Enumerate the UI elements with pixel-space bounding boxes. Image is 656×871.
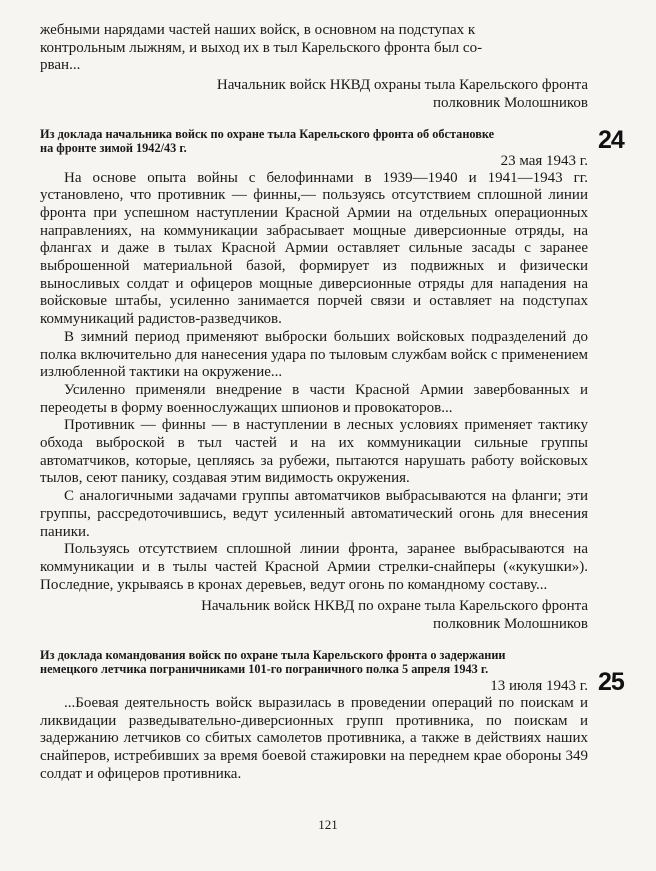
intro-signature-name: полковник Молошников: [433, 94, 588, 111]
doc24-paragraph: Пользуясь отсутствием сплошной линии фронта, заранее выбрасываются на коммуникации и в тылы частей Красной Армии стрелки-снайперы («кукушки»). Последние, укрываясь в кронах деревьев, ведут огонь по командному составу...: [40, 541, 588, 593]
doc24-paragraph: Усиленно применяли внедрение в части Красной Армии завербованных и переодеты в форму военнослужащих шпионов и провокаторов...: [40, 381, 588, 416]
doc24-date: 23 мая 1943 г.: [500, 152, 588, 169]
intro-signature-title: Начальник войск НКВД охраны тыла Карельского фронта: [216, 77, 588, 94]
doc25-paragraph: ...Боевая деятельность войск выразилась в проведении операций по поискам и ликвидации разведывательно-диверсионных групп противника, по поискам и задержанию летчиков со сбитых самолетов противника, а также в действиях наших снайперов, истребивших за время боевой стажировки на переднем крае обороны 349 солдат и офицеров противника.: [40, 694, 588, 782]
doc24-heading: Из доклада начальника войск по охране тыла Карельского фронта об обстановке на фронте зимой 1942/43 г.: [40, 126, 495, 155]
doc24-paragraph: С аналогичными задачами группы автоматчиков выбрасываются на фланги; эти группы, рассредоточившись, ведут усиленный автоматический огонь для внесения паники.: [40, 488, 588, 540]
page-body: [40, 22, 588, 783]
page-number: 121: [318, 817, 338, 832]
doc25-number: 25: [598, 668, 624, 696]
doc24-signature-title: Начальник войск НКВД по охране тыла Карельского фронта: [201, 598, 588, 615]
doc24-paragraph: На основе опыта войны с белофиннами в 1939—1940 и 1941—1943 гг. установлено, что противник — финны,— пользуясь отсутствием сплошной линии фронта при успешном наступлении Красной Армии на отдельных операционных направлениях, на коммуникации забрасывает мощные диверсионные отряды, на флангах и даже в тылах Красной Армии оставляет сильные засады с заранее выброшенной материальной базой, формирует из подвижных и физически выносливых солдат и офицеров мощные диверсионные отряды для нападения на войсковые штабы, усиленно занимается порчей связи и оставляет на подступах коммуникаций радистов-разведчиков.: [40, 169, 588, 328]
doc25-heading: Из доклада командования войск по охране тыла Карельского фронта о задержании немецкого летчика пограничниками 101-го пограничного полка 5 апреля 1943 г.: [40, 647, 506, 676]
doc24-signature-name: полковник Молошников: [433, 616, 588, 633]
doc24-paragraph: В зимний период применяют выброски больших войсковых подразделений до полка включительно для нанесения удара по тыловым службам войск с применением излюбленной тактики на окружение...: [40, 328, 588, 381]
intro-text: жебными нарядами частей наших войск, в основном на подступах к контрольным лыжням, и выход их в тыл Карельского фронта был со- рван...: [40, 22, 483, 74]
doc24-number: 24: [598, 126, 624, 154]
doc25-date: 13 июля 1943 г.: [490, 677, 588, 694]
doc24-paragraph: Противник — финны — в наступлении в лесных условиях применяет тактику обхода выброской в тыл частей и на их коммуникации сильные группы автоматчиков, которые, цепляясь за рубежи, пытаются нарушать работу войсковых тылов, сеют панику, создавая этим видимость окружения.: [40, 417, 588, 487]
